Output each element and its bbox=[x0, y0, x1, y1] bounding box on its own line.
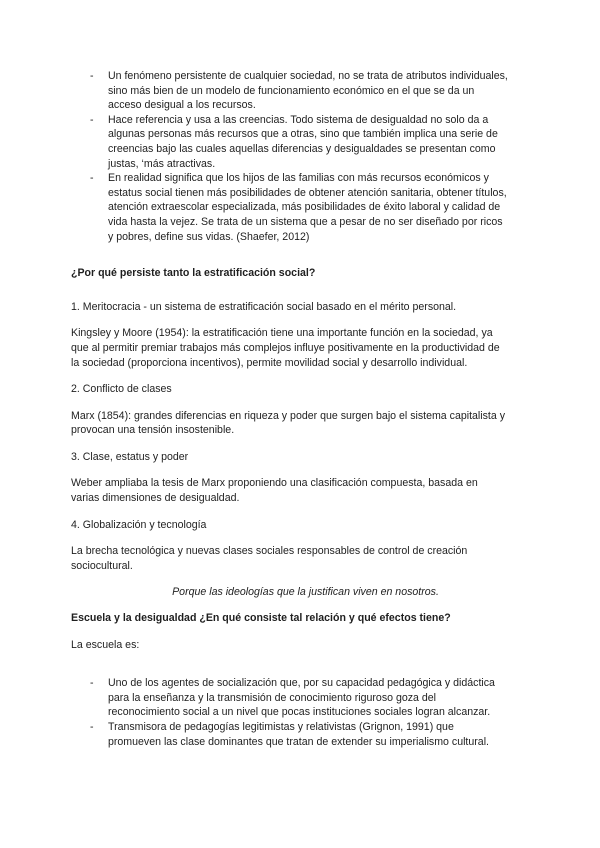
section-heading-estratificacion: ¿Por qué persiste tanto la estratificación social? bbox=[71, 267, 316, 280]
item-3-title: 3. Clase, estatus y poder bbox=[71, 450, 189, 463]
text-line: Hace referencia y usa a las creencias. Todo sistema de desigualdad no solo da a bbox=[108, 113, 489, 126]
text-line: En realidad significa que los hijos de las familias con más recursos económicos y bbox=[108, 172, 489, 185]
item-2-title: 2. Conflicto de clases bbox=[71, 383, 172, 396]
text-line: creencias bajo las cuales aquellas diferencias y desigualdades se presentan como bbox=[108, 142, 496, 155]
item-4-title: 4. Globalización y tecnología bbox=[71, 518, 207, 531]
text-line: Un fenómeno persistente de cualquier sociedad, no se trata de atributos individuales, bbox=[108, 70, 508, 82]
dash-bullet: - bbox=[90, 172, 94, 185]
text-line: provocan una tensión insostenible. bbox=[71, 424, 235, 437]
list-item bbox=[71, 676, 540, 720]
dash-bullet: - bbox=[90, 721, 94, 733]
dash-bullet: - bbox=[90, 677, 94, 690]
text-line: Weber ampliaba la tesis de Marx proponiendo una clasificación compuesta, basada en bbox=[71, 477, 478, 490]
text-line: Transmisora de pedagogías legitimistas y relativistas (Grignon, 1991) que bbox=[108, 721, 454, 733]
text-line: Marx (1854): grandes diferencias en riqueza y poder que surgen bajo el sistema capitalista y bbox=[71, 409, 505, 422]
dash-bullet: - bbox=[90, 113, 94, 126]
text-line: algunas personas más recursos que a otras, sino que también implica una serie de bbox=[108, 128, 498, 141]
text-line: atención extraescolar especializada, más posibilidades de éxito laboral y calidad de bbox=[108, 201, 501, 214]
list-item bbox=[71, 171, 540, 244]
text-line: justas, ‘más atractivas. bbox=[108, 157, 216, 170]
text-line: vida hasta la vejez. Se trata de un sistema que a pesar de no ser diseñado por ricos bbox=[108, 215, 503, 228]
text-line: Kingsley y Moore (1954): la estratificación tiene una importante función en la sociedad, ya bbox=[71, 327, 493, 340]
text-line: sino más bien de un modelo de funcionamiento económico en el que se da un bbox=[108, 84, 475, 97]
dash-bullet: - bbox=[90, 70, 94, 82]
text-line: sociocultural. bbox=[71, 559, 133, 572]
list-item bbox=[71, 113, 540, 171]
item-1-body bbox=[71, 326, 540, 370]
text-line: Uno de los agentes de socialización que, por su capacidad pedagógica y didáctica bbox=[108, 677, 495, 690]
section-heading-escuela: Escuela y la desigualdad ¿En qué consiste tal relación y qué efectos tiene? bbox=[71, 612, 451, 625]
top-bullet-list bbox=[71, 69, 540, 244]
item-2-body bbox=[71, 409, 540, 438]
quote: Porque las ideologías que la justifican viven en nosotros. bbox=[172, 586, 439, 599]
item-4-body bbox=[71, 544, 540, 573]
text-line: promueven las clase dominantes que tratan de extender su imperialismo cultural. bbox=[108, 735, 489, 748]
list-item bbox=[71, 720, 540, 749]
text-line: varias dimensiones de desigualdad. bbox=[71, 492, 240, 505]
text-line: que al permitir premiar trabajos más complejos influye positivamente en la productividad de bbox=[71, 341, 500, 354]
escuela-intro: La escuela es: bbox=[71, 638, 140, 651]
list-item bbox=[71, 69, 540, 113]
text-line: reconocimiento social a un nivel que pocas instituciones sociales logran alcanzar. bbox=[108, 706, 491, 719]
item-1-title: 1. Meritocracia - un sistema de estratificación social basado en el mérito personal. bbox=[71, 300, 457, 313]
text-line: para la enseñanza y la transmisión de conocimiento riguroso goza del bbox=[108, 691, 437, 704]
text-line: acceso desigual a los recursos. bbox=[108, 99, 256, 112]
text-line: La brecha tecnológica y nuevas clases sociales responsables de control de creación bbox=[71, 545, 468, 558]
text-line: y pobres, define sus vidas. (Shaefer, 2012) bbox=[108, 230, 310, 243]
bottom-bullet-list bbox=[71, 676, 540, 749]
text-line: estatus social tienen más posibilidades de obtener atención sanitaria, obtener títulos, bbox=[108, 186, 507, 199]
text-line: la sociedad (proporciona incentivos), permite movilidad social y desarrollo individual. bbox=[71, 356, 468, 369]
item-3-body bbox=[71, 476, 540, 505]
